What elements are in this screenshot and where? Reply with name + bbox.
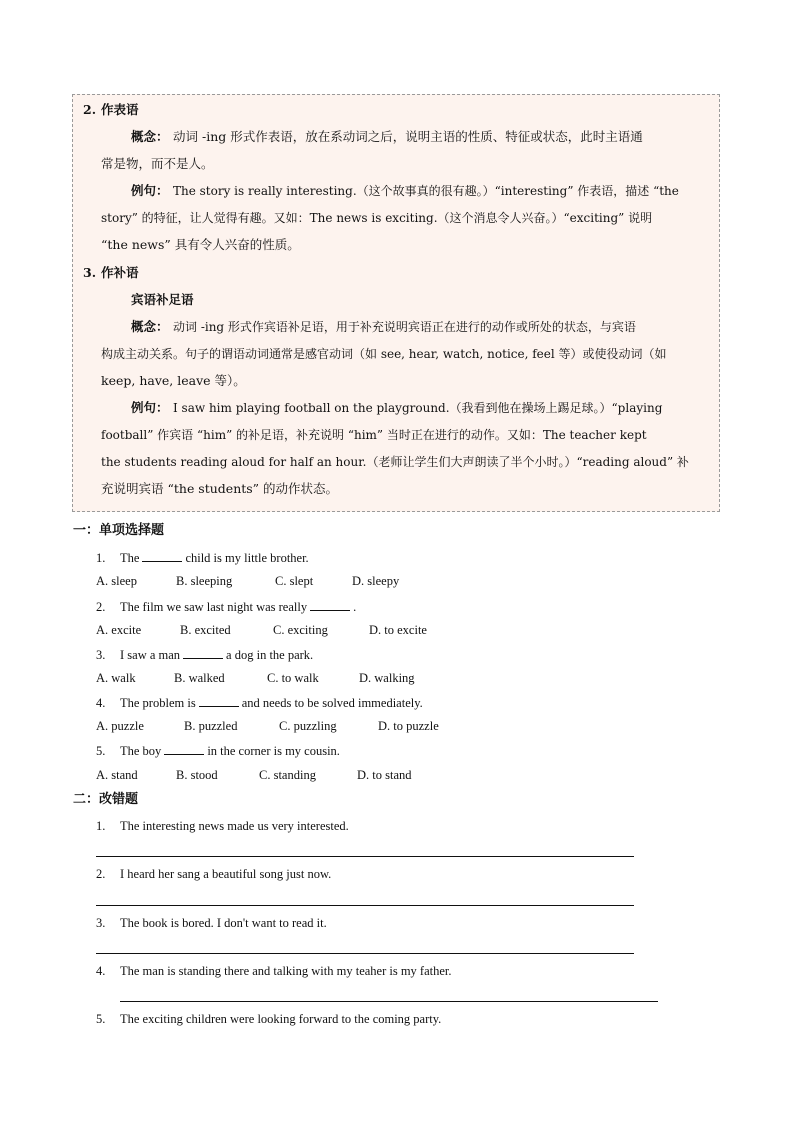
grammar-s3-concept-label: 概念： [131, 319, 169, 334]
mc-question-number: 1. [96, 551, 106, 565]
grammar-s3-example-text-4: 充说明宾语 “the students” 的动作状态。 [101, 481, 339, 496]
ec-question-text: I heard her sang a beautiful song just now. [120, 867, 332, 881]
section-error-correction-title: 二：改错题 [73, 792, 139, 807]
section-multiple-choice-title: 一：单项选择题 [73, 523, 165, 538]
mc-question-4 [96, 694, 423, 711]
mc-question-text-pre: The problem is [120, 696, 196, 710]
mc-question-text-post: . [353, 600, 357, 614]
mc-question-2 [96, 598, 356, 615]
answer-blank[interactable] [310, 598, 350, 611]
mc-question-number: 2. [96, 600, 106, 614]
grammar-s2-example-text-3: “the news” 具有令人兴奋的性质。 [101, 237, 300, 252]
grammar-s2-concept-text-2: 常是物，而不是人。 [101, 156, 214, 171]
option-d[interactable]: D. to stand [357, 768, 412, 782]
ec-question-number: 3. [96, 916, 106, 930]
option-d[interactable]: D. sleepy [352, 574, 400, 588]
option-b[interactable]: B. stood [176, 768, 218, 782]
ec-question-text: The exciting children were looking forward to the coming party. [120, 1012, 442, 1026]
option-c[interactable]: C. to walk [267, 671, 319, 685]
answer-line[interactable] [120, 1001, 658, 1002]
option-a[interactable]: A. puzzle [96, 719, 144, 733]
answer-line[interactable] [96, 856, 634, 857]
ec-question-4 [96, 963, 452, 979]
grammar-s2-title: 作表语 [101, 102, 139, 117]
ec-question-1 [96, 818, 349, 834]
ec-question-number: 4. [96, 964, 106, 978]
mc-question-1 [96, 549, 309, 566]
grammar-s2-concept-label: 概念： [131, 129, 169, 144]
option-a[interactable]: A. walk [96, 671, 136, 685]
grammar-s2-example-text-2: story” 的特征，让人觉得有趣。又如：The news is exciting.（这个消息令人兴奋。）“exciting” 说明 [101, 211, 653, 225]
answer-blank[interactable] [199, 694, 239, 707]
mc-question-text-pre: The boy [120, 744, 162, 758]
ec-question-number: 1. [96, 819, 106, 833]
grammar-s3-subtitle: 宾语补足语 [131, 292, 194, 307]
mc-question-text-pre: The [120, 551, 140, 565]
grammar-s2-concept-text-1: 动词 -ing 形式作表语，放在系动词之后，说明主语的性质、特征或状态，此时主语通 [173, 129, 643, 144]
option-c[interactable]: C. exciting [273, 623, 328, 637]
grammar-s3-example-text-2: football” 作宾语 “him” 的补足语，补充说明 “him” 当时正在进行的动作。又如：The teacher kept [101, 428, 647, 442]
answer-line[interactable] [96, 953, 634, 954]
ec-question-text: The book is bored. I don't want to read it. [120, 916, 327, 930]
answer-blank[interactable] [164, 742, 204, 755]
mc-question-3 [96, 646, 313, 663]
grammar-s3-concept-text-3: keep, have, leave 等）。 [101, 373, 246, 388]
ec-question-number: 5. [96, 1012, 106, 1026]
mc-question-text-pre: I saw a man [120, 648, 181, 662]
option-d[interactable]: D. walking [359, 671, 415, 685]
mc-question-text-post: and needs to be solved immediately. [241, 696, 423, 710]
option-b[interactable]: B. walked [174, 671, 225, 685]
ec-question-3 [96, 915, 327, 931]
option-a[interactable]: A. excite [96, 623, 142, 637]
grammar-s3-concept-text-2: 构成主动关系。句子的谓语动词通常是感官动词（如 see, hear, watch, notice, feel 等）或使役动词（如 [101, 347, 667, 361]
ec-question-5 [96, 1011, 441, 1027]
answer-line[interactable] [96, 905, 634, 906]
mc-question-text-post: in the corner is my cousin. [207, 744, 340, 758]
option-d[interactable]: D. to puzzle [378, 719, 439, 733]
option-b[interactable]: B. puzzled [184, 719, 238, 733]
grammar-s3-example-label: 例句： [131, 400, 169, 415]
mc-question-text-pre: The film we saw last night was really [120, 600, 308, 614]
grammar-box [72, 94, 720, 512]
option-c[interactable]: C. standing [259, 768, 316, 782]
option-a[interactable]: A. sleep [96, 574, 137, 588]
grammar-s2-example-text-1: The story is really interesting.（这个故事真的很有趣。）“interesting” 作表语，描述 “the [173, 184, 679, 198]
ec-question-text: The man is standing there and talking with my teaher is my father. [120, 964, 452, 978]
option-c[interactable]: C. slept [275, 574, 314, 588]
mc-question-5 [96, 742, 340, 759]
mc-question-number: 4. [96, 696, 106, 710]
grammar-s3-concept-text-1: 动词 -ing 形式作宾语补足语，用于补充说明宾语正在进行的动作或所处的状态，与宾语 [173, 320, 636, 334]
grammar-s2-number: 2. [83, 102, 97, 117]
grammar-s3-example-text-3: the students reading aloud for half an hour.（老师让学生们大声朗读了半个小时。）“reading aloud” 补 [101, 455, 689, 469]
mc-question-number: 3. [96, 648, 106, 662]
mc-question-text-post: a dog in the park. [226, 648, 314, 662]
grammar-s3-title: 作补语 [101, 265, 139, 280]
grammar-s3-example-text-1: I saw him playing football on the playground.（我看到他在操场上踢足球。）“playing [173, 401, 663, 415]
option-d[interactable]: D. to excite [369, 623, 427, 637]
ec-question-number: 2. [96, 867, 106, 881]
ec-question-2 [96, 866, 331, 882]
option-b[interactable]: B. sleeping [176, 574, 233, 588]
mc-question-text-post: child is my little brother. [185, 551, 309, 565]
answer-blank[interactable] [183, 646, 223, 659]
option-c[interactable]: C. puzzling [279, 719, 337, 733]
grammar-s2-example-label: 例句： [131, 183, 169, 198]
ec-question-text: The interesting news made us very interested. [120, 819, 349, 833]
option-a[interactable]: A. stand [96, 768, 138, 782]
mc-question-number: 5. [96, 744, 106, 758]
answer-blank[interactable] [142, 549, 182, 562]
option-b[interactable]: B. excited [180, 623, 231, 637]
grammar-s3-number: 3. [83, 265, 97, 280]
